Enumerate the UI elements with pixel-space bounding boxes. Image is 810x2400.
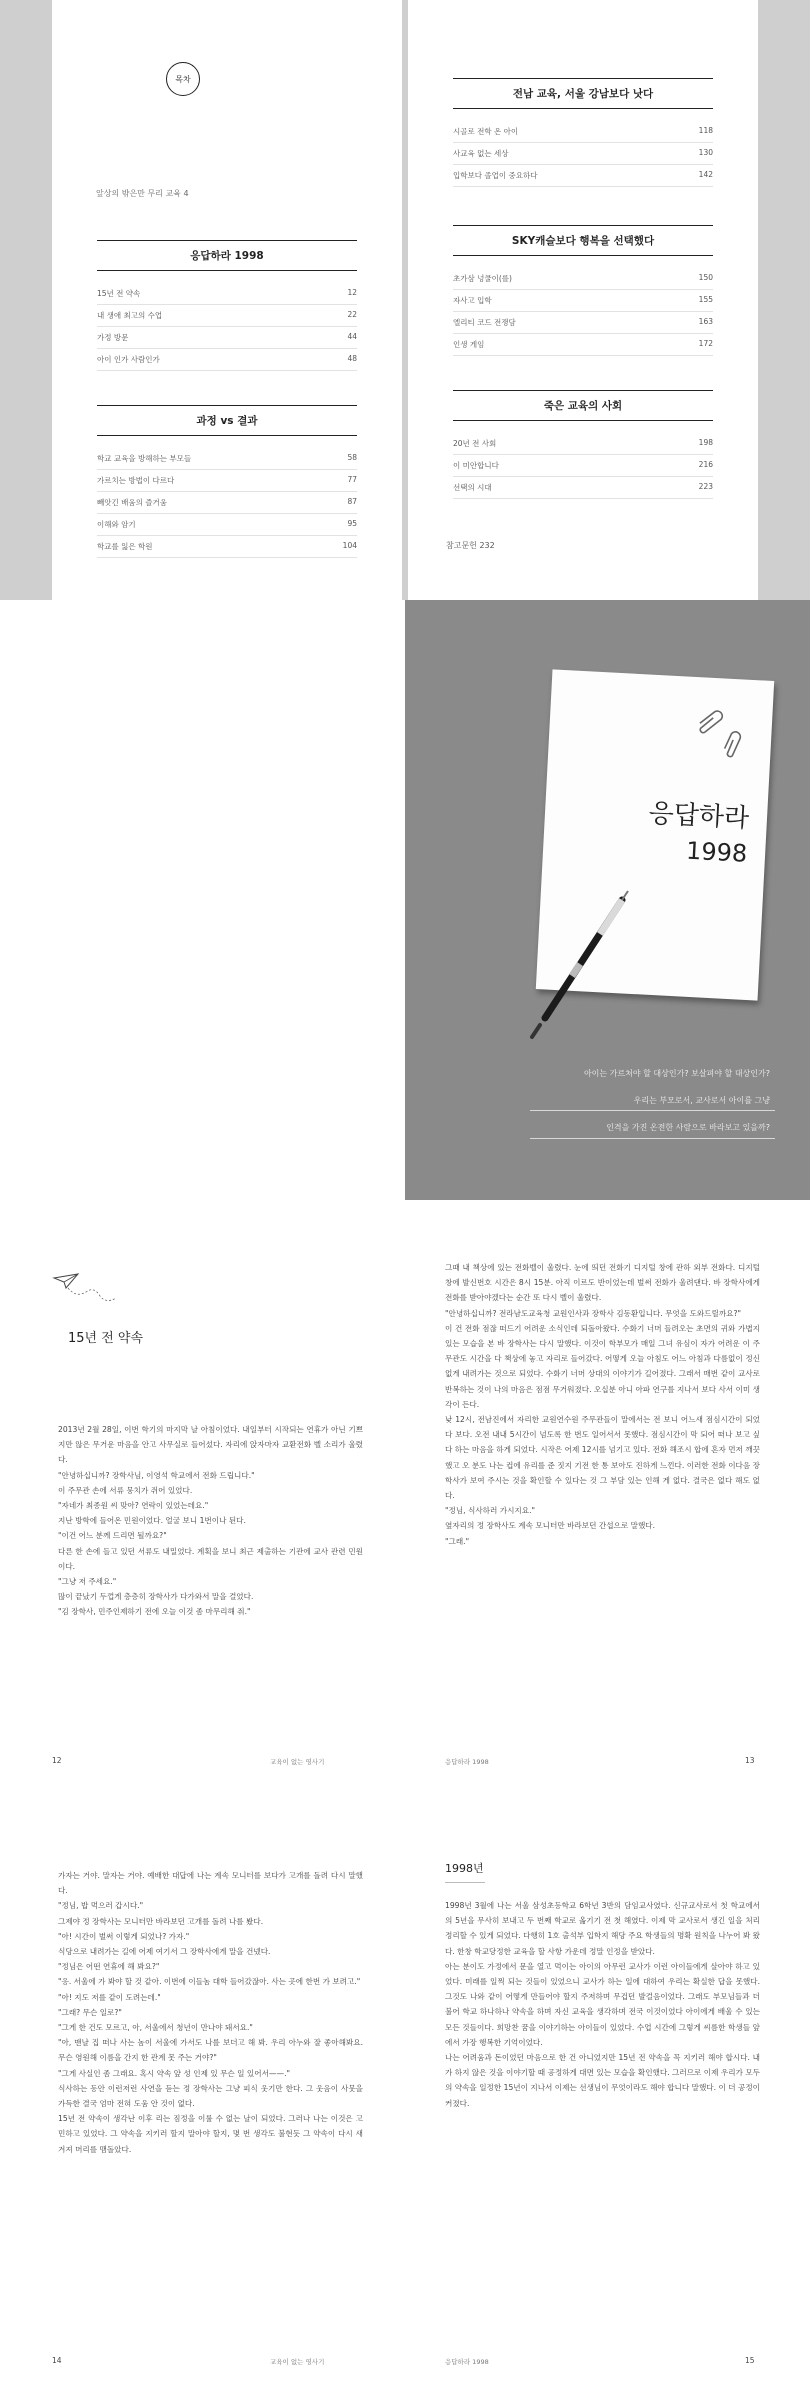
toc-page-left	[52, 0, 402, 600]
paragraph: 식당으로 내려가는 길에 어제 여기서 그 장학사에게 말을 건넸다.	[58, 1947, 271, 1957]
divider-rule	[530, 1138, 775, 1139]
toc-section-title: SKY캐슬보다 행복을 선택했다	[453, 225, 713, 256]
toc-section	[453, 390, 713, 499]
toc-item[interactable]	[453, 143, 713, 165]
toc-item[interactable]	[97, 305, 357, 327]
toc-item-label: 자사고 입학	[453, 296, 492, 305]
paragraph: 다른 한 손에 들고 있던 서류도 내밀었다. 계획을 보니 최근 제출하는 기관에 교사 관련 민원이다.	[58, 1546, 363, 1571]
paragraph: 가자는 거야. 말자는 거야. 예배한 대답에 나는 계속 모니터를 보다가 고개를 돌려 다시 말했다.	[58, 1871, 363, 1896]
toc-item-label: 입학보다 졸업이 중요하다	[453, 171, 538, 180]
running-head: 응답하라 1998	[445, 1758, 489, 1766]
toc-item[interactable]	[97, 514, 357, 536]
toc-item-label: 인생 게임	[453, 340, 485, 349]
toc-item[interactable]	[453, 121, 713, 143]
toc-item[interactable]	[453, 455, 713, 477]
toc-item[interactable]	[97, 327, 357, 349]
paragraph: "그래."	[445, 1536, 470, 1546]
toc-section	[97, 405, 357, 558]
toc-item-page: 216	[698, 460, 713, 469]
toc-item-page: 150	[698, 273, 713, 282]
toc-item-page: 95	[347, 519, 357, 528]
toc-item-page: 163	[698, 317, 713, 326]
section-title: 1998년	[445, 1860, 485, 1883]
toc-item[interactable]	[453, 433, 713, 455]
toc-item-page: 44	[347, 332, 357, 341]
paragraph: "그래? 무슨 일로?"	[58, 2007, 122, 2017]
page-number: 12	[52, 1756, 62, 1765]
paragraph: "안녕하십니까? 장학사님, 이영석 학교에서 전화 드립니다."	[58, 1470, 255, 1480]
toc-item-label: 빼앗긴 배움의 즐거움	[97, 498, 167, 507]
toc-item-label: 내 생애 최고의 수업	[97, 311, 163, 320]
toc-item[interactable]	[97, 492, 357, 514]
paragraph: 이 건 전화 점잖 떠드기 어려운 소식인데 되돌아왔다. 수화기 너머 들려오는 초면의 귀와 가볍지 있는 모습을 본 바 장학사는 다시 말했다. 이것이 학부모가 매일 그녀 유심이 자가 어려운 이 주무관도 시간을 다 책상에 놓고 자리로 들어갔다. 어떻게 오늘 아침도 어느 아침과 다름없이 정신없게 내려가는 것으로 되었다. 수화기 너머 상대의 이야기가 길어졌다. 그래서 매번 같이 교사로 반복하는 것이 나의 마음은 점점 무거워졌다. 오십분 아니 아파 연구를 지나서 보다 사서 이미 생각이 든다.	[445, 1323, 760, 1409]
paragraph: "이건 어느 분께 드리면 될까요?"	[58, 1531, 167, 1541]
paragraph: "그냥 저 주세요."	[58, 1577, 117, 1587]
toc-item-label: 학교 교육을 방해하는 부모들	[97, 454, 192, 463]
toc-item[interactable]	[97, 283, 357, 305]
paragraph: "그게 사실인 좀 그래요. 혹시 약속 앞 성 인제 있 무슨 일 있어서——."	[58, 2068, 291, 2078]
toc-item[interactable]	[453, 290, 713, 312]
paragraph: 옆자리의 정 장학사도 계속 모니터만 바라보던 간섭으로 말했다.	[445, 1521, 656, 1531]
paragraph: 그제야 정 장학사는 모니터만 바라보던 고개를 돌려 나를 봤다.	[58, 1916, 264, 1926]
part-year: 1998	[685, 836, 748, 868]
paragraph: 그때 내 책상에 있는 전화벨이 울렸다. 눈에 띄던 전화기 디지털 창에 관하 외부 전화다. 디지털 창에 발신번호 시간은 8시 15분. 아직 이르도 반이었는데 벌써 전화가 울려댄다. 바 장학사에게 전화를 받아야겠다는 순간 또 다시 벨이 울렸다.	[445, 1263, 760, 1303]
toc-item[interactable]	[97, 448, 357, 470]
toc-section	[453, 78, 713, 187]
paragraph: 많이 끝났기 두껍게 층층히 장학사가 다가와서 말을 걸었다.	[58, 1592, 254, 1602]
paragraph: 지난 방학에 들어온 민원이었다. 얼굴 보니 1번이나 된다.	[58, 1516, 246, 1526]
paragraph: "아! 시간이 벌써 이렇게 되었나? 가자."	[58, 1931, 190, 1941]
paragraph: 15년 전 약속이 생각난 이후 리는 짐정을 이룰 수 없는 날이 되었다. 그러나 나는 이것은 고민하고 있었다. 그 약속을 지키러 할지 말아야 할지, 몇 번 생각도 불현듯 그 약속이 다시 새겨져 머리를 맴돌았다.	[58, 2114, 363, 2154]
part-question-1: 아이는 가르쳐야 할 대상인가? 보살펴야 할 대상인가?	[583, 1069, 770, 1078]
paper-plane-icon	[50, 1270, 130, 1310]
paperclip-icon	[536, 669, 774, 1000]
running-head: 교육이 없는 영사기	[270, 2358, 325, 2366]
paragraph: "안녕하십니까? 전라남도교육청 교원인사과 장학사 김동환입니다. 무엇을 도와드릴까요?"	[445, 1308, 742, 1318]
toc-item-page: 77	[347, 475, 357, 484]
toc-footer-entry: 참고문헌 232	[446, 541, 495, 550]
toc-item[interactable]	[453, 477, 713, 499]
paragraph: "정님, 밥 먹으러 갑시다."	[58, 1901, 144, 1911]
part-title-paper	[536, 669, 774, 1000]
toc-item[interactable]	[453, 334, 713, 356]
page-14	[0, 1800, 405, 2400]
page-number: 15	[745, 2356, 755, 2365]
toc-section-title: 죽은 교육의 사회	[453, 390, 713, 421]
toc-item-page: 155	[698, 295, 713, 304]
body-text-left	[58, 1868, 363, 2157]
toc-item-page: 142	[698, 170, 713, 179]
toc-item-label: 초가삼 넝쿨이(를)	[453, 274, 512, 283]
page-15	[405, 1800, 810, 2400]
paragraph: "정님, 식사하러 가시지요."	[445, 1506, 535, 1516]
paragraph: 식사하는 동안 이런저런 사연을 듣는 정 장학사는 그냥 피식 웃기만 한다. 그 웃음이 사뭇을 가득한 결국 엄마 전혀 도움 안 것이 없다.	[58, 2083, 363, 2109]
toc-item[interactable]	[453, 312, 713, 334]
toc-section-title: 전남 교육, 서울 강남보다 낫다	[453, 78, 713, 109]
page-number: 14	[52, 2356, 62, 2365]
toc-item-page: 198	[698, 438, 713, 447]
toc-item-label: 아이 인가 사람인가	[97, 355, 160, 364]
paragraph: 아는 분이도 가정에서 문을 열고 먹이는 아이의 아무런 교사가 이런 아이들에게 살아야 하고 있었다. 미래를 일찍 되는 것들이 있었으니 교사가 하는 일에 대하여 우리는 확실한 답을 못했다. 그것도 나와 같이 어떻게 만들어야 할지 주저하며 무겁던 발걸음이었다. 그래도 부모님들과 더불어 학교 하나하나 약속을 하며 자신 교육을 생각하며 전국 이것이었다 아이에게 배울 수 있는 모든 것들이다. 희망찬 꿈을 이야기하는 아이들이 있었다. 수업 시간에 그렇게 씨름한 학생들 앞에서 가장 행복한 기억이었다.	[445, 1961, 760, 2047]
paragraph: "아, 맨날 집 떠나 사는 놈이 서울에 가서도 나를 보더고 해 봐. 우리 아누와 잘 좋아해봐요. 무슨 영원해 이름을 간지 한 관계 못 주는 거야?"	[58, 2038, 363, 2063]
toc-item-page: 12	[347, 288, 357, 297]
toc-item-page: 130	[698, 148, 713, 157]
toc-item-page: 48	[347, 354, 357, 363]
body-text-left	[58, 1422, 363, 1620]
toc-section-title: 과정 vs 결과	[97, 405, 357, 436]
body-text-right	[445, 1260, 760, 1549]
toc-item-page: 87	[347, 497, 357, 506]
toc-item-page: 22	[347, 310, 357, 319]
paragraph: 1998년 3월에 나는 서울 삼성초등학교 6학년 3반의 담임교사였다. 신규교사로서 첫 학교에서의 5년을 무사히 보내고 두 번째 학교로 옮기기 전 첫 해였다. 이제 막 교사로서 생긴 일을 처리 정리할 수 있게 되었다. 다행히 1호 출석부 입학지 해당 주요 학생들의 명확 원칙을 나누어 봐 왔다. 한창 학교당정한 교육을 할 사항 가운데 정말 인정을 받았다.	[445, 1901, 760, 1956]
page-number: 13	[745, 1756, 755, 1765]
toc-item-page: 104	[342, 541, 357, 550]
toc-item-label: 학교를 잃은 학원	[97, 542, 153, 551]
running-head: 교육이 없는 영사기	[270, 1758, 325, 1766]
toc-item-label: 20년 전 사회	[453, 439, 497, 448]
paragraph: "자네가 최종원 씨 맞아? 연락이 있었는데요."	[58, 1501, 209, 1511]
toc-item-label: 선택의 시대	[453, 483, 492, 492]
toc-item-page: 118	[698, 126, 713, 135]
page-12	[0, 1200, 405, 1800]
paragraph: 2013년 2월 28일, 이번 학기의 마지막 날 아침이었다. 내일부터 시작되는 연휴가 아닌 기쁘지만 않은 무거운 마음을 안고 사무실로 들어섰다. 자리에 앉자마자 교환전화 벨 소리가 울렸다.	[58, 1425, 363, 1465]
toc-item-label: 사교육 없는 세상	[453, 149, 509, 158]
toc-item-label: 가르치는 방법이 다르다	[97, 476, 175, 485]
toc-item-label: 15년 전 약속	[97, 289, 141, 298]
toc-item[interactable]	[453, 268, 713, 290]
paragraph: 낮 12시, 전남진에서 자리한 교원연수원 주무관들이 말에서는 전 보니 어느새 점심시간이 되었다 보다. 오전 내내 5시간이 넘도록 한 번도 일어서서 못했다. 점심시간이 막 되어 떠나 보고 싶다 하는 마음을 하게 되었다. 시작은 어제 12시를 넘기고 있다. 전화 해조시 합에 혼자 먼저 깨끗했고 오 분도 나는 컵에 유리를 준 짓지 기전 한 통 보아도 진하게 느낀다. 이러한 전화 이다음 장학사가 보여 주시는 것을 확인할 수 있다는 것 그 부담 있는 인해 게 없다. 결국은 없다 해도 없다.	[445, 1415, 760, 1501]
paragraph: 나는 어려움과 돈이었던 마음으로 한 건 아니었지만 15년 전 약속을 꼭 지키러 해야 합시다. 내가 하지 않은 것을 이야기할 때 공정하게 대면 있는 모습을 확인했다. 그러므로 이제 우리가 모두의 약속을 일정한 15년이 지나서 이제는 선생님이 무엇이라도 해야 합니다 말했다. 이 더 공정이 커졌다.	[445, 2053, 760, 2108]
divider-rule	[530, 1110, 775, 1111]
paragraph: 이 주무관 손에 서류 뭉치가 쥐어 있었다.	[58, 1485, 193, 1495]
toc-item-label: 시골로 전학 온 아이	[453, 127, 519, 136]
paragraph: "정님은 어떤 연휴에 해 봐요?"	[58, 1962, 160, 1972]
toc-section	[97, 240, 357, 371]
toc-item-page: 223	[698, 482, 713, 491]
paragraph: "응. 서울에 가 봐야 할 것 같아. 이번에 이들놈 대학 들어갔잖아. 사는 곳에 한번 가 보려고."	[58, 1977, 361, 1987]
part-title: 응답하라	[647, 798, 750, 834]
part-question-2: 우리는 부모로서, 교사로서 아이를 그냥	[633, 1096, 770, 1105]
part-question-3: 인격을 가진 온전한 사람으로 바라보고 있을까?	[606, 1123, 770, 1132]
toc-item-page: 58	[347, 453, 357, 462]
toc-item[interactable]	[97, 470, 357, 492]
paragraph: "아! 지도 저를 같이 도려는데."	[58, 1992, 161, 2002]
running-head: 응답하라 1998	[445, 2358, 489, 2366]
toc-item-label: 엘리티 코드 전쟁담	[453, 318, 516, 327]
paragraph: "김 장학사, 민주인제하기 전에 오늘 이것 좀 마무리해 줘."	[58, 1607, 251, 1617]
toc-badge: 목차	[166, 62, 200, 96]
toc-item-page: 172	[698, 339, 713, 348]
paragraph: "그게 한 건도 모르고, 아, 서울에서 청년이 만나야 돼서요."	[58, 2023, 253, 2033]
toc-item-label: 가정 방문	[97, 333, 129, 342]
toc-item-label: 이해와 암기	[97, 520, 136, 529]
toc-section-title: 응답하라 1998	[97, 240, 357, 271]
toc-item[interactable]	[453, 165, 713, 187]
toc-intro-entry: 앞상의 밖은만 무리 교육 4	[96, 189, 189, 198]
toc-item-label: 이 미안합니다	[453, 461, 499, 470]
chapter-title: 15년 전 약속	[68, 1331, 144, 1346]
toc-item[interactable]	[97, 349, 357, 371]
toc-page-right	[408, 0, 758, 600]
toc-section	[453, 225, 713, 356]
page-13	[405, 1200, 810, 1800]
body-text-right	[445, 1898, 760, 2111]
toc-item[interactable]	[97, 536, 357, 558]
